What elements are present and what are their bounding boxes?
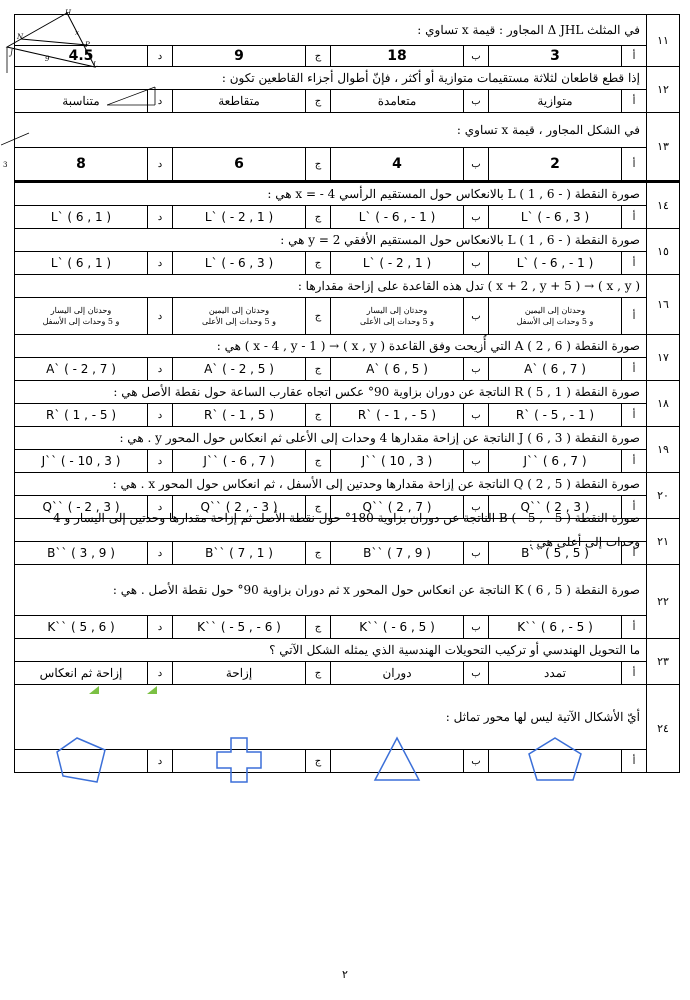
- question-body: [15, 381, 646, 426]
- option-value[interactable]: [488, 358, 621, 380]
- option-letter: ج: [305, 252, 330, 274]
- question-body: [15, 685, 646, 772]
- option-letter: د: [147, 616, 172, 638]
- option-value[interactable]: [172, 450, 305, 472]
- question-block: [14, 684, 680, 773]
- question-stem: [15, 427, 646, 450]
- option-value[interactable]: [172, 542, 305, 564]
- figure-label: P: [85, 41, 90, 49]
- option-text: K`` ( 6 , - 5 ): [517, 620, 593, 634]
- option-text: إزاحة ثم انعكاس: [39, 666, 123, 680]
- question-sheet: [3, 9, 680, 773]
- option-text: K`` ( - 6 , 5 ): [359, 620, 435, 634]
- option-value[interactable]: [330, 252, 463, 274]
- option-letter: د: [147, 542, 172, 564]
- option-text: B`` ( 3 , 9 ): [47, 546, 115, 560]
- option-value[interactable]: [488, 90, 621, 112]
- question-stem-text: في الشكل المجاور ، قيمة x تساوي :: [456, 123, 640, 137]
- question-stem-text: إذا قطع قاطعان لثلاثة مستقيمات متوازية أو أكثر ، فإنّ أطوال أجزاء القاطعين تكون :: [221, 71, 640, 85]
- option-text: 2: [550, 156, 560, 172]
- figure-label: L: [93, 61, 98, 69]
- option-value[interactable]: [330, 358, 463, 380]
- option-text: متعامدة: [377, 94, 417, 108]
- question-stem-text-line2: وحدات إلى أعلى هي :: [528, 535, 640, 549]
- question-number: ٢٣: [646, 639, 679, 684]
- option-line: و 5 وحدات إلى الأعلى: [359, 317, 435, 326]
- option-value[interactable]: [172, 662, 305, 684]
- option-letter: ج: [305, 616, 330, 638]
- question-block: [10, 9, 680, 69]
- option-letter: أ: [621, 252, 646, 274]
- option-text: Q`` ( 2 , 3 ): [520, 500, 590, 514]
- option-text: إزاحة: [225, 666, 253, 680]
- question-body: [15, 427, 646, 472]
- option-line: و 5 وحدات إلى الأسفل: [516, 317, 594, 326]
- option-letter: أ: [621, 90, 646, 112]
- option-value[interactable]: [488, 616, 621, 638]
- question-block: [14, 511, 680, 564]
- option-text: R` ( 1 , - 5 ): [46, 408, 117, 422]
- question-stem: [15, 335, 646, 358]
- option-text: دوران: [382, 666, 412, 680]
- option-value[interactable]: [330, 750, 463, 772]
- option-value[interactable]: [330, 90, 463, 112]
- option-text: B`` ( 7 , 1 ): [205, 546, 273, 560]
- option-letter: د: [147, 450, 172, 472]
- option-letter: أ: [621, 616, 646, 638]
- option-letter: ج: [305, 206, 330, 228]
- option-value[interactable]: [15, 252, 147, 274]
- question-block: [14, 182, 680, 228]
- question-stem: [15, 183, 646, 206]
- options-row: [15, 750, 646, 772]
- option-value[interactable]: [15, 450, 147, 472]
- option-letter: ب: [463, 750, 488, 772]
- question-stem: [15, 15, 646, 46]
- figure-label: x: [75, 29, 79, 37]
- option-text: R` ( - 1 , - 5 ): [357, 408, 437, 422]
- option-letter: ب: [463, 542, 488, 564]
- question-stem-text: أيّ الأشكال الآتية ليس لها محور تماثل :: [445, 710, 640, 724]
- option-text: B`` ( 7 , 9 ): [363, 546, 431, 560]
- option-letter: ج: [305, 404, 330, 426]
- option-text: J`` ( 6 , 7 ): [523, 454, 587, 468]
- option-value[interactable]: [172, 358, 305, 380]
- question-body: [15, 229, 646, 274]
- option-letter: أ: [621, 298, 646, 334]
- option-value[interactable]: [330, 662, 463, 684]
- option-letter: أ: [621, 542, 646, 564]
- option-letter: ج: [305, 298, 330, 334]
- option-letter: ب: [463, 46, 488, 66]
- option-letter: ب: [463, 90, 488, 112]
- figure-label: 9: [45, 55, 50, 63]
- option-letter: ب: [463, 496, 488, 518]
- option-value[interactable]: [488, 750, 621, 772]
- option-letter: د: [147, 358, 172, 380]
- options-row: [15, 252, 646, 274]
- option-letter: ج: [305, 750, 330, 772]
- options-row: [15, 404, 646, 426]
- option-value[interactable]: [172, 404, 305, 426]
- question-stem: [15, 473, 646, 496]
- question-stem-text: صورة النقطة J ( 6 , 3 ) الناتجة عن إزاحة مقدارها 4 وحدات إلى الأعلى ثم انعكاس حول المحور y . هي :: [119, 431, 640, 445]
- option-text: 6: [234, 156, 244, 172]
- option-text: تمدد: [544, 666, 566, 680]
- question-block: [14, 228, 680, 274]
- option-text: L` ( 6 , 1 ): [50, 256, 112, 270]
- option-value[interactable]: [172, 252, 305, 274]
- option-letter: ج: [305, 90, 330, 112]
- option-text: J`` ( 10 , 3 ): [361, 454, 433, 468]
- option-text: 18: [387, 48, 407, 64]
- question-block: [14, 380, 680, 426]
- option-letter: ب: [463, 616, 488, 638]
- question-number: ١٧: [646, 335, 679, 380]
- page-number: ٢: [342, 968, 348, 981]
- question-block: [14, 274, 680, 334]
- option-text: L` ( - 6 , - 1 ): [358, 210, 436, 224]
- question-stem: [15, 229, 646, 252]
- transversal-figure: [1, 123, 31, 177]
- option-value[interactable]: [15, 542, 147, 564]
- option-value[interactable]: [330, 616, 463, 638]
- option-letter: د: [147, 90, 172, 112]
- figure-label: J: [10, 49, 13, 57]
- question-body: [15, 335, 646, 380]
- option-value[interactable]: [15, 404, 147, 426]
- option-letter: ب: [463, 148, 488, 180]
- question-block: [14, 638, 680, 684]
- option-letter: د: [147, 148, 172, 180]
- option-letter: د: [147, 252, 172, 274]
- option-line: و 5 وحدات إلى الأعلى: [201, 317, 277, 326]
- question-number: ١٣: [646, 113, 679, 180]
- option-value[interactable]: [488, 450, 621, 472]
- option-letter: د: [147, 496, 172, 518]
- option-value[interactable]: [488, 298, 621, 334]
- question-stem-text: صورة النقطة K ( 6 , 5 ) الناتجة عن انعكاس حول المحور x ثم دوران بزاوية 90° حول نقطة الأصل . هي :: [112, 583, 640, 597]
- option-value[interactable]: [488, 148, 621, 180]
- options-row: [15, 148, 646, 180]
- option-text: Q`` ( 2 , - 3 ): [200, 500, 278, 514]
- option-text: 4: [392, 156, 402, 172]
- option-letter: ب: [463, 298, 488, 334]
- question-stem-text: صورة النقطة Q ( 2 , 5 ) الناتجة عن إزاحة مقدارها وحدتين إلى الأسفل ، ثم انعكاس حول المحور x . هي :: [112, 477, 640, 491]
- option-value[interactable]: [330, 148, 463, 180]
- option-letter: ب: [463, 358, 488, 380]
- question-stem-text: صورة النقطة B ( - 5 , - 5 ) الناتجة عن دوران بزاوية 180° حول نقطة الأصل ثم إزاحة مقدارها وحدتين إلى اليسار و 4: [53, 511, 640, 525]
- option-letter: أ: [621, 450, 646, 472]
- option-line: وحدتان إلى اليسار: [50, 306, 112, 315]
- question-stem-text: صورة النقطة L ( 1 , 6 - ) بالانعكاس حول المستقيم الأفقي y = 2 هي :: [280, 233, 640, 247]
- option-value[interactable]: [15, 206, 147, 228]
- question-body: [15, 565, 646, 638]
- option-value[interactable]: [172, 298, 305, 334]
- option-letter: ج: [305, 46, 330, 66]
- option-letter: أ: [621, 750, 646, 772]
- option-value[interactable]: [330, 298, 463, 334]
- option-value[interactable]: [15, 750, 147, 772]
- option-value[interactable]: [172, 616, 305, 638]
- option-value[interactable]: [15, 358, 147, 380]
- question-number: ١٨: [646, 381, 679, 426]
- option-letter: ج: [305, 358, 330, 380]
- question-stem-text: صورة النقطة A ( 2 , 6 ) التي أُزيحت وفق القاعدة ( x , y ) → ( x - 4 , y - 1 ) هي :: [216, 339, 640, 353]
- question-number: ٢٠: [646, 473, 679, 518]
- option-letter: ج: [305, 496, 330, 518]
- option-value[interactable]: [172, 90, 305, 112]
- option-letter: أ: [621, 46, 646, 66]
- option-letter: أ: [621, 496, 646, 518]
- options-row: [15, 662, 646, 684]
- question-number: ٢٤: [646, 685, 679, 772]
- option-value[interactable]: [488, 206, 621, 228]
- option-letter: أ: [621, 148, 646, 180]
- plus-cross-shape: [209, 732, 269, 791]
- option-value[interactable]: [330, 46, 463, 66]
- option-letter: ب: [463, 206, 488, 228]
- option-text: A` ( - 2 , 7 ): [46, 362, 116, 376]
- option-text: 8: [76, 156, 86, 172]
- options-row: [15, 206, 646, 228]
- option-letter: د: [147, 750, 172, 772]
- option-value[interactable]: [330, 542, 463, 564]
- figure-label: N: [17, 33, 24, 41]
- figure-label: H: [65, 9, 72, 17]
- option-letter: أ: [621, 358, 646, 380]
- option-letter: د: [147, 404, 172, 426]
- option-letter: ب: [463, 662, 488, 684]
- option-letter: د: [147, 206, 172, 228]
- option-letter: أ: [621, 206, 646, 228]
- option-text: L` ( - 6 , 3 ): [204, 256, 274, 270]
- question-body: [15, 183, 646, 228]
- option-line: و 5 وحدات إلى الأسفل: [42, 317, 120, 326]
- option-letter: ج: [305, 542, 330, 564]
- question-body: [15, 275, 646, 334]
- option-text: A` ( 6 , 7 ): [524, 362, 586, 376]
- option-letter: ب: [463, 450, 488, 472]
- option-line: وحدتان إلى اليمين: [524, 306, 586, 315]
- option-text: 9: [234, 48, 244, 64]
- question-number: ١٩: [646, 427, 679, 472]
- question-number: ١١: [646, 15, 679, 66]
- question-stem-text: صورة النقطة L ( 1 , 6 - ) بالانعكاس حول المستقيم الرأسي x = - 4 هي :: [267, 187, 640, 201]
- option-letter: أ: [621, 662, 646, 684]
- option-text: B`` ( 5 , 5 ): [521, 546, 589, 560]
- option-text: متوازية: [537, 94, 573, 108]
- parallel-lines-figure: [107, 85, 157, 111]
- option-value[interactable]: [488, 662, 621, 684]
- options-row: [15, 542, 646, 564]
- option-letter: ب: [463, 252, 488, 274]
- question-number: ٢١: [646, 519, 679, 564]
- option-text: J`` ( - 10 , 3 ): [41, 454, 121, 468]
- option-value[interactable]: [172, 46, 305, 66]
- question-stem: [15, 639, 646, 662]
- option-text: A` ( - 2 , 5 ): [204, 362, 274, 376]
- question-stem-text: ( x , y ) → ( x + 2 , y + 5 ) تدل هذه القاعدة على إزاحة مقدارها :: [297, 279, 640, 293]
- options-row: [15, 358, 646, 380]
- option-letter: ب: [463, 404, 488, 426]
- question-stem: [15, 511, 646, 549]
- option-text: L` ( - 2 , 1 ): [204, 210, 274, 224]
- triangle-shape: [367, 732, 427, 791]
- option-text: 4.5: [68, 48, 94, 64]
- option-text: Q`` ( 2 , 7 ): [362, 500, 432, 514]
- option-text: A` ( 6 , 5 ): [366, 362, 428, 376]
- option-text: L` ( - 6 , - 1 ): [516, 256, 594, 270]
- option-text: Q`` ( - 2 , 3 ): [42, 500, 120, 514]
- option-letter: د: [147, 46, 172, 66]
- question-body: [10, 9, 646, 69]
- question-block: [14, 564, 680, 638]
- question-body: [15, 67, 646, 112]
- question-number: ١٤: [646, 183, 679, 228]
- question-block: [14, 66, 680, 112]
- option-value[interactable]: [330, 404, 463, 426]
- option-text: L` ( - 6 , 3 ): [520, 210, 590, 224]
- options-row: [15, 616, 646, 638]
- option-value[interactable]: [172, 750, 305, 772]
- question-number: ٢٢: [646, 565, 679, 638]
- question-stem: [15, 275, 646, 298]
- options-row: [15, 298, 646, 334]
- option-value[interactable]: [15, 298, 147, 334]
- option-value[interactable]: [330, 206, 463, 228]
- option-text: R` ( - 1 , 5 ): [204, 408, 275, 422]
- option-text: K`` ( - 5 , - 6 ): [197, 620, 281, 634]
- option-text: L` ( 6 , 1 ): [50, 210, 112, 224]
- question-body: [15, 511, 646, 564]
- option-text: متقاطعة: [218, 94, 260, 108]
- option-value[interactable]: [15, 662, 147, 684]
- regular-pentagon-shape: [525, 732, 585, 791]
- question-stem: [15, 565, 646, 616]
- option-letter: ج: [305, 148, 330, 180]
- option-letter: ج: [305, 662, 330, 684]
- option-text: متناسبة: [62, 94, 100, 108]
- option-text: R` ( - 5 , - 1 ): [515, 408, 595, 422]
- option-letter: ج: [305, 450, 330, 472]
- option-value[interactable]: [330, 450, 463, 472]
- option-text: J`` ( - 6 , 7 ): [203, 454, 275, 468]
- option-line: وحدتان إلى اليمين: [208, 306, 270, 315]
- option-text: L` ( - 2 , 1 ): [362, 256, 432, 270]
- question-stem: [15, 113, 646, 148]
- option-value[interactable]: [488, 252, 621, 274]
- question-stem-text: في المثلث Δ JHL المجاور : قيمة x تساوي :: [417, 23, 640, 37]
- option-letter: د: [147, 662, 172, 684]
- option-line: وحدتان إلى اليسار: [366, 306, 428, 315]
- question-block: [14, 426, 680, 472]
- options-row: [15, 46, 646, 66]
- option-letter: د: [147, 298, 172, 334]
- question-block: [3, 112, 680, 182]
- option-value[interactable]: [15, 616, 147, 638]
- option-value[interactable]: [488, 542, 621, 564]
- option-value[interactable]: [172, 148, 305, 180]
- option-value[interactable]: [488, 46, 621, 66]
- option-value[interactable]: [488, 404, 621, 426]
- figure-label: 3: [3, 161, 8, 169]
- question-number: ١٦: [646, 275, 679, 334]
- question-body: [15, 639, 646, 684]
- option-letter: أ: [621, 404, 646, 426]
- option-text: K`` ( 5 , 6 ): [47, 620, 115, 634]
- question-stem: [15, 381, 646, 404]
- option-value[interactable]: [172, 206, 305, 228]
- options-row: [15, 450, 646, 472]
- question-stem-text: ما التحويل الهندسي أو تركيب التحويلات الهندسية الذي يمثله الشكل الآتي ؟: [269, 643, 640, 657]
- irregular-pentagon-shape: [51, 732, 111, 791]
- question-block: [14, 334, 680, 380]
- question-number: ١٢: [646, 67, 679, 112]
- question-stem-text: صورة النقطة R ( 5 , 1 ) الناتجة عن دوران بزاوية 90° عكس اتجاه عقارب الساعة حول نقطة الأصل هي :: [113, 385, 640, 399]
- question-body: [3, 113, 646, 180]
- question-number: ١٥: [646, 229, 679, 274]
- option-value[interactable]: [15, 148, 147, 180]
- option-text: 3: [550, 48, 560, 64]
